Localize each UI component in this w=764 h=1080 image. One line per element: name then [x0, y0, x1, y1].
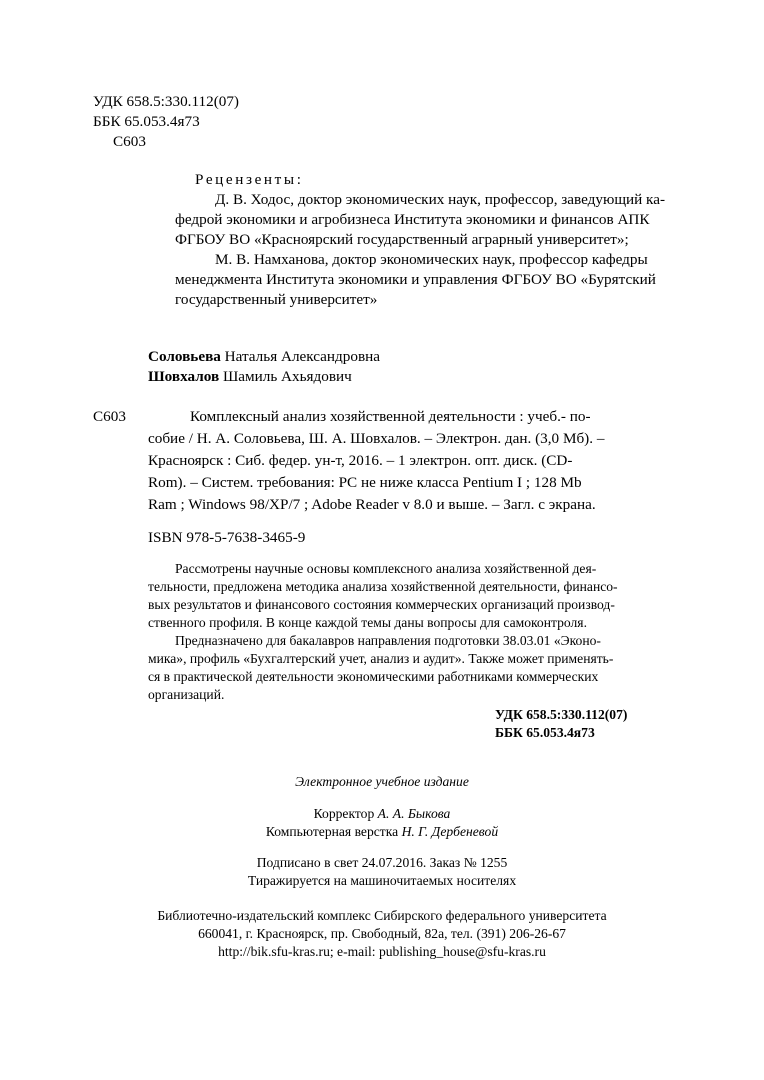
reviewer-2-line-3: государственный университет» — [175, 291, 378, 308]
edition-type: Электронное учебное издание — [295, 774, 469, 789]
annotation-p1-line-4: ственного профиля. В конце каждой темы даны вопросы для самоконтроля. — [148, 615, 587, 630]
annotation-udk: УДК 658.5:330.112(07) — [495, 707, 628, 722]
reviewer-2-line-1: М. В. Намханова, доктор экономических наук, профессор кафедры — [215, 251, 648, 268]
layout-label: Компьютерная верстка — [265, 824, 399, 839]
bib-code: С603 — [93, 408, 126, 425]
reviewer-1-line-2: федрой экономики и агробизнеса Института экономики и финансов АПК — [175, 211, 650, 228]
publisher-address: 660041, г. Красноярск, пр. Свободный, 82а, тел. (391) 206-26-67 — [198, 926, 566, 941]
bib-line-5: Ram ; Windows 98/XP/7 ; Adobe Reader v 8.0 и выше. – Загл. с экрана. — [148, 496, 596, 513]
author-2 — [148, 367, 352, 386]
corrector — [0, 805, 764, 822]
annotation-p1-line-2: тельности, предложена методика анализа хозяйственной деятельности, финансо- — [148, 579, 618, 594]
annotation-p1-line-1: Рассмотрены научные основы комплексного анализа хозяйственной дея- — [175, 561, 597, 576]
annotation-bbk: ББК 65.053.4я73 — [495, 725, 595, 740]
publisher-contacts: http://bik.sfu-kras.ru; e-mail: publishing_house@sfu-kras.ru — [218, 944, 546, 959]
reviewer-1-line-3: ФГБОУ ВО «Красноярский государственный аграрный университет»; — [175, 231, 629, 248]
annotation-p2-line-1: Предназначено для бакалавров направления подготовки 38.03.01 «Эконо- — [175, 633, 601, 648]
author-2-name: Шамиль Ахьядович — [222, 368, 352, 385]
bib-line-3: Красноярск : Сиб. федер. ун-т, 2016. – 1 электрон. опт. диск. (CD- — [148, 452, 573, 469]
udk-code: УДК 658.5:330.112(07) — [93, 93, 239, 110]
reviewer-2-line-2: менеджмента Института экономики и управления ФГБОУ ВО «Бурятский — [175, 271, 656, 288]
bib-line-4: Rom). – Систем. требования: PC не ниже класса Pentium I ; 128 Mb — [148, 474, 582, 491]
layout-credit — [0, 823, 764, 840]
corrector-name: А. А. Быкова — [377, 806, 451, 821]
bib-line-1: Комплексный анализ хозяйственной деятельности : учеб.- по- — [190, 408, 591, 425]
author-code: С603 — [113, 133, 146, 150]
bib-line-2: собие / Н. А. Соловьева, Ш. А. Шовхалов. – Электрон. дан. (3,0 Мб). – — [148, 430, 605, 447]
annotation-p1-line-3: вых результатов и финансового состояния коммерческих организаций производ- — [148, 597, 615, 612]
author-2-surname: Шовхалов — [148, 368, 220, 385]
bbk-code: ББК 65.053.4я73 — [93, 113, 200, 130]
author-1-name: Наталья Александровна — [224, 348, 381, 365]
publisher-name: Библиотечно-издательский комплекс Сибирского федерального университета — [157, 908, 607, 923]
copies-info: Тиражируется на машиночитаемых носителях — [247, 873, 517, 888]
annotation-p2-line-2: мика», профиль «Бухгалтерский учет, анализ и аудит». Также может применять- — [148, 651, 614, 666]
corrector-label: Корректор — [313, 806, 375, 821]
reviewer-1-line-1: Д. В. Ходос, доктор экономических наук, профессор, заведующий ка- — [215, 191, 666, 208]
annotation-p2-line-4: организаций. — [148, 687, 225, 702]
annotation-p2-line-3: ся в практической деятельности экономическими работниками коммерческих — [148, 669, 599, 684]
author-1-surname: Соловьева — [148, 348, 221, 365]
layout-name: Н. Г. Дербеневой — [401, 824, 499, 839]
author-1 — [148, 347, 380, 366]
signed-info: Подписано в свет 24.07.2016. Заказ № 1255 — [256, 855, 508, 870]
isbn: ISBN 978-5-7638-3465-9 — [148, 529, 306, 546]
reviewers-title: Рецензенты: — [195, 171, 304, 188]
